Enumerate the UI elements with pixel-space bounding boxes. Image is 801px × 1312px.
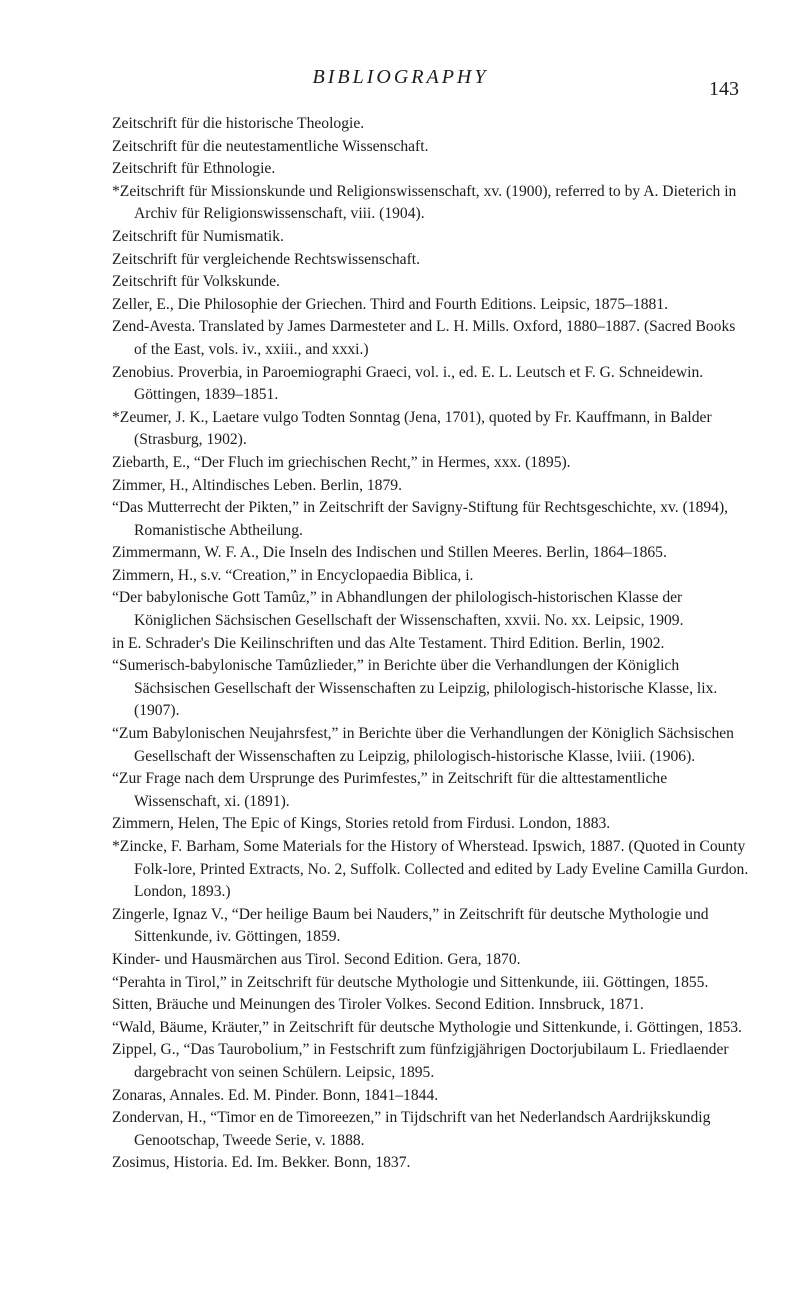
bibliography-entry: Zeitschrift für Ethnologie. bbox=[112, 160, 276, 178]
bibliography-list bbox=[112, 113, 752, 1175]
bibliography-entry: Zosimus, Historia. Ed. Im. Bekker. Bonn, 1837. bbox=[112, 1154, 411, 1172]
bibliography-entry: “Wald, Bäume, Kräuter,” in Zeitschrift für deutsche Mythologie und Sittenkunde, i. Göttingen, 1853. bbox=[112, 1018, 742, 1036]
running-title: BIBLIOGRAPHY bbox=[312, 66, 489, 88]
bibliography-entry: “Zur Frage nach dem Ursprunge des Purimfestes,” in Zeitschrift für die alttestamentliche Wissenschaft, xi. (1891). bbox=[112, 770, 668, 810]
bibliography-entry: Zimmern, Helen, The Epic of Kings, Stories retold from Firdusi. London, 1883. bbox=[112, 815, 611, 833]
bibliography-entry: *Zeitschrift für Missionskunde und Religionswissenschaft, xv. (1900), referred to by A. Dieterich in Archiv für Religionswissenschaft, viii. (1904). bbox=[112, 182, 737, 223]
bibliography-entry: Zeitschrift für vergleichende Rechtswissenschaft. bbox=[112, 250, 421, 268]
page-number: 143 bbox=[709, 78, 739, 100]
bibliography-entry: Zenobius. Proverbia, in Paroemiographi Graeci, vol. i., ed. E. L. Leutsch et F. G. Schneidewin. Göttingen, 1839–1851. bbox=[112, 363, 704, 404]
bibliography-entry: Kinder- und Hausmärchen aus Tirol. Second Edition. Gera, 1870. bbox=[112, 950, 521, 968]
bibliography-entry: Zeitschrift für die neutestamentliche Wissenschaft. bbox=[112, 137, 429, 155]
bibliography-entry: Sitten, Bräuche und Meinungen des Tiroler Volkes. Second Edition. Innsbruck, 1871. bbox=[112, 996, 644, 1014]
bibliography-entry: Zeitschrift für die historische Theologie. bbox=[112, 115, 365, 132]
bibliography-entry: Zeller, E., Die Philosophie der Griechen. Third and Fourth Editions. Leipsic, 1875–1881. bbox=[112, 295, 669, 313]
bibliography-entry: Zimmern, H., s.v. “Creation,” in Encyclopaedia Biblica, i. bbox=[112, 566, 474, 584]
bibliography-entry: “Sumerisch-babylonische Tamûzlieder,” in Berichte über die Verhandlungen der Königlich Sächsischen Gesellschaft der Wissenschaften zu Leipzig, philologisch-historische Klasse, lix. (1907). bbox=[112, 657, 718, 720]
bibliography-entry: “Das Mutterrecht der Pikten,” in Zeitschrift der Savigny-Stiftung für Rechtsgeschichte, xv. (1894), Romanistische Abtheilung. bbox=[112, 499, 729, 539]
bibliography-entry: Zimmer, H., Altindisches Leben. Berlin, 1879. bbox=[112, 476, 402, 494]
bibliography-entry: “Perahta in Tirol,” in Zeitschrift für deutsche Mythologie und Sittenkunde, iii. Göttingen, 1855. bbox=[112, 973, 709, 991]
bibliography-entry: *Zeumer, J. K., Laetare vulgo Todten Sonntag (Jena, 1701), quoted by Fr. Kauffmann, in Balder (Strasburg, 1902). bbox=[112, 408, 712, 449]
bibliography-entry: “Der babylonische Gott Tamûz,” in Abhandlungen der philologisch-historischen Klasse der Königlichen Sächsischen Gesellschaft der Wissenschaften, xxvii. No. xx. Leipsic, 1909. bbox=[112, 589, 684, 630]
bibliography-entry: Zeitschrift für Numismatik. bbox=[112, 227, 284, 245]
bibliography-entry: Ziebarth, E., “Der Fluch im griechischen Recht,” in Hermes, xxx. (1895). bbox=[112, 453, 571, 471]
bibliography-entry: in E. Schrader's Die Keilinschriften und das Alte Testament. Third Edition. Berlin, 1902. bbox=[112, 634, 665, 652]
bibliography-entry: Zimmermann, W. F. A., Die Inseln des Indischen und Stillen Meeres. Berlin, 1864–1865. bbox=[112, 544, 667, 562]
bibliography-entry: Zeitschrift für Volkskunde. bbox=[112, 273, 280, 291]
bibliography-entry: Zippel, G., “Das Taurobolium,” in Festschrift zum fünfzigjährigen Doctorjubilaum L. Friedlaender dargebracht von seinen Schülern. Leipsic, 1895. bbox=[112, 1041, 729, 1081]
bibliography-entry: “Zum Babylonischen Neujahrsfest,” in Berichte über die Verhandlungen der Königlich Sächsischen Gesellschaft der Wissenschaften zu Leipzig, philologisch-historische Klasse, lviii. (1906). bbox=[112, 725, 734, 765]
bibliography-entry: *Zincke, F. Barham, Some Materials for the History of Wherstead. Ipswich, 1887. (Quoted in County Folk-lore, Printed Extracts, No. 2, Suffolk. Collected and edited by Lady Eveline Camilla Gurdon. London, 1893.) bbox=[112, 838, 749, 901]
bibliography-entry: Zingerle, Ignaz V., “Der heilige Baum bei Nauders,” in Zeitschrift für deutsche Mythologie und Sittenkunde, iv. Göttingen, 1859. bbox=[112, 905, 709, 946]
bibliography-entry: Zonaras, Annales. Ed. M. Pinder. Bonn, 1841–1844. bbox=[112, 1086, 439, 1104]
bibliography-entry: Zondervan, H., “Timor en de Timoreezen,” in Tijdschrift van het Nederlandsch Aardrijkskundig Genootschap, Tweede Serie, v. 1888. bbox=[112, 1109, 711, 1149]
bibliography-entry: Zend-Avesta. Translated by James Darmesteter and L. H. Mills. Oxford, 1880–1887. (Sacred Books of the East, vols. iv., xxiii., and xxxi.) bbox=[112, 318, 736, 358]
